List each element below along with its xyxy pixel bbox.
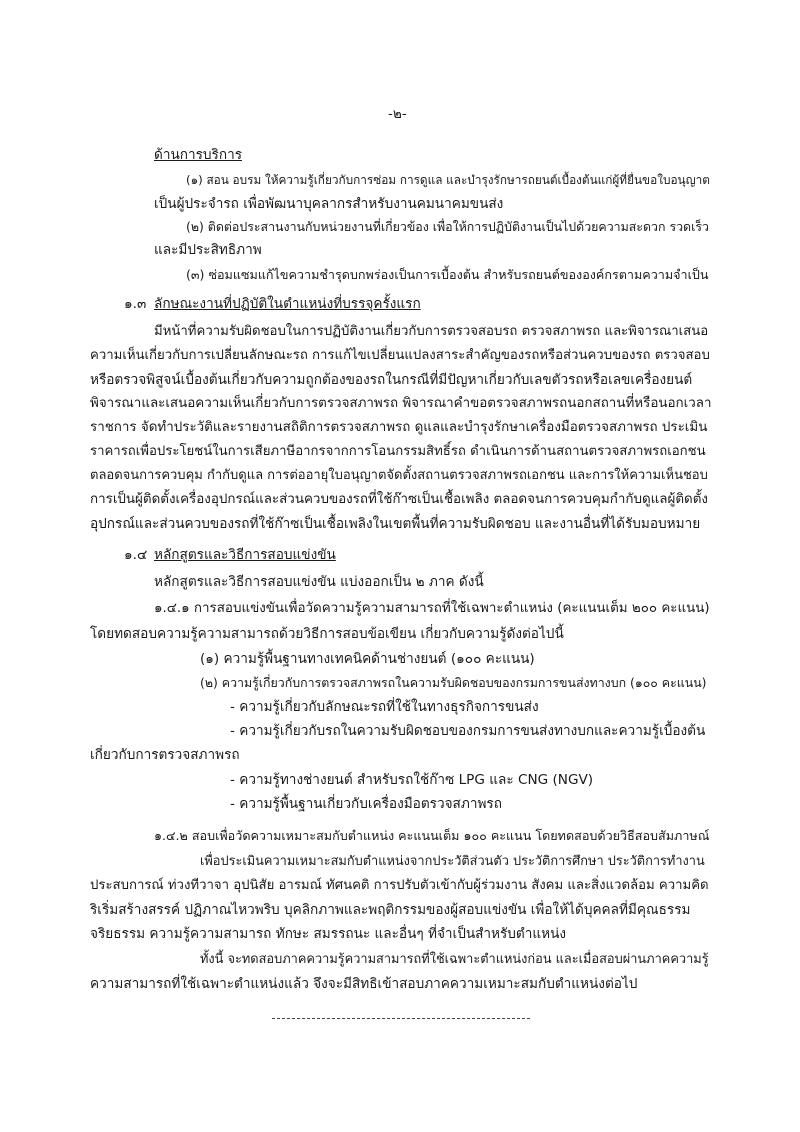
section-1-3-line: ราคารถเพื่อประโยชน์ในการเสียภาษีอากรจากการโอนกรรมสิทธิ์รถ ดำเนินการด้านสถานตรวจสภาพรถเอกชน [90, 444, 706, 459]
section-1-3-line: อุปกรณ์และส่วนควบของรถที่ใช้ก๊าซเป็นเชื้อเพลิงในเขตพื้นที่ความรับผิดชอบ และงานอื่นที่ได้รับมอบหมาย [90, 516, 701, 532]
bullet-item: - ความรู้พื้นฐานเกี่ยวกับเครื่องมือตรวจสภาพรถ [230, 796, 502, 812]
subsection-1-4-2-line-1: ๑.๔.๒ สอบเพื่อวัดความเหมาะสมกับตำแหน่ง คะแนนเต็ม ๑๐๐ คะแนน โดยทดสอบด้วยวิธีสอบสัมภาษณ์ [154, 828, 710, 843]
section-1-3-line: ความเห็นเกี่ยวกับการเปลี่ยนลักษณะรถ การแก้ไขเปลี่ยนแปลงสาระสำคัญของรถหรือส่วนควบของรถ ตรวจสอบ [90, 348, 710, 363]
section-1-4-heading: หลักสูตรและวิธีการสอบแข่งขัน [154, 547, 336, 563]
subsection-1-4-2-line-2: เพื่อประเมินความเหมาะสมกับตำแหน่งจากประวัติส่วนตัว ประวัติการศึกษา ประวัติการทำงาน [200, 854, 705, 869]
subsection-1-4-2-line-3: ประสบการณ์ ท่วงทีวาจา อุปนิสัย อารมณ์ ทัศนคติ การปรับตัวเข้ากับผู้ร่วมงาน สังคม และสิ่งแวดล้อม ความคิด [90, 878, 709, 893]
section-1-3-line: พิจารณาและเสนอความเห็นเกี่ยวกับการตรวจสภาพรถ พิจารณาคำขอตรวจสภาพรถนอกสถานที่หรือนอกเวลา [90, 396, 712, 411]
section-1-4-intro: หลักสูตรและวิธีการสอบแข่งขัน แบ่งออกเป็น ๒ ภาค ดังนี้ [154, 574, 484, 590]
bullet-item: - ความรู้ทางช่างยนต์ สำหรับรถใช้ก๊าซ LPG และ CNG (NGV) [230, 772, 594, 788]
section-1-4-number: ๑.๔ [124, 547, 148, 563]
section-1-3-number: ๑.๓ [124, 296, 147, 312]
page-number: -๒- [388, 106, 407, 122]
service-heading: ด้านการบริการ [154, 147, 243, 163]
subsection-1-4-1-line-1: ๑.๔.๑ การสอบแข่งขันเพื่อวัดความรู้ความสามารถที่ใช้เฉพาะตำแหน่ง (คะแนนเต็ม ๒๐๐ คะแนน) [154, 601, 710, 616]
section-1-3-line: ตลอดจนการควบคุม กำกับดูแล การต่ออายุใบอนุญาตจัดตั้งสถานตรวจสภาพรถเอกชน และการให้ความเห็นชอบ [90, 468, 708, 483]
closing-note-line-2: ความสามารถที่ใช้เฉพาะตำแหน่งแล้ว จึงจะมีสิทธิเข้าสอบภาคความเหมาะสมกับตำแหน่งต่อไป [90, 976, 638, 992]
bullet-item-continuation: เกี่ยวกับการตรวจสภาพรถ [90, 747, 240, 763]
subsection-1-4-1-line-2: โดยทดสอบความรู้ความสามารถด้วยวิธีการสอบข้อเขียน เกี่ยวกับความรู้ดังต่อไปนี้ [90, 626, 564, 642]
subsection-1-4-1-item-1: (๑) ความรู้พื้นฐานทางเทคนิคด้านช่างยนต์ (๑๐๐ คะแนน) [200, 651, 535, 667]
bullet-item: - ความรู้เกี่ยวกับลักษณะรถที่ใช้ในทางธุรกิจการขนส่ง [230, 699, 539, 715]
section-1-3-line: การเป็นผู้ติดตั้งเครื่องอุปกรณ์และส่วนควบของรถที่ใช้ก๊าซเป็นเชื้อเพลิง ตลอดจนการควบคุมกำกับดูแลผู้ติดตั้ง [90, 492, 708, 507]
section-1-3-line: ราชการ จัดทำประวัติและรายงานสถิติการตรวจสภาพรถ ดูแลและบำรุงรักษาเครื่องมือตรวจสภาพรถ ประเมิน [90, 420, 708, 435]
section-1-3-line: หรือตรวจพิสูจน์เบื้องต้นเกี่ยวกับความถูกต้องของรถในกรณีที่มีปัญหาเกี่ยวกับเลขตัวรถหรือเลขเครื่องยนต์ [90, 372, 693, 388]
subsection-1-4-1-item-2: (๒) ความรู้เกี่ยวกับการตรวจสภาพรถในความรับผิดชอบของกรมการขนส่งทางบก (๑๐๐ คะแนน) [200, 675, 707, 690]
service-item-2-line-1: (๒) ติดต่อประสานงานกับหน่วยงานที่เกี่ยวข้อง เพื่อให้การปฏิบัติงานเป็นไปด้วยความสะดวก รวดเร็ว [186, 219, 709, 234]
end-divider [272, 1018, 530, 1019]
subsection-1-4-2-line-5: จริยธรรม ความรู้ความสามารถ ทักษะ สมรรถนะ และอื่นๆ ที่จำเป็นสำหรับตำแหน่ง [90, 926, 567, 942]
bullet-item: - ความรู้เกี่ยวกับรถในความรับผิดชอบของกรมการขนส่งทางบกและความรู้เบื้องต้น [230, 723, 706, 739]
section-1-3-heading: ลักษณะงานที่ปฏิบัติในตำแหน่งที่บรรจุครั้งแรก [154, 296, 421, 312]
subsection-1-4-2-line-4: ริเริ่มสร้างสรรค์ ปฏิภาณไหวพริบ บุคลิกภาพและพฤติกรรมของผู้สอบแข่งขัน เพื่อให้ได้บุคคลที่มีคุณธรรม [90, 902, 691, 918]
service-item-2-line-2: และมีประสิทธิภาพ [154, 242, 262, 258]
service-item-3: (๓) ซ่อมแซมแก้ไขความชำรุดบกพร่องเป็นการเบื้องต้น สำหรับรถยนต์ขององค์กรตามความจำเป็น [186, 267, 709, 282]
section-1-3-line: มีหน้าที่ความรับผิดชอบในการปฏิบัติงานเกี่ยวกับการตรวจสอบรถ ตรวจสภาพรถ และพิจารณาเสนอ [154, 324, 709, 339]
service-item-1-line-2: เป็นผู้ประจำรถ เพื่อพัฒนาบุคลากรสำหรับงานคมนาคมขนส่ง [154, 196, 504, 212]
closing-note-line-1: ทั้งนี้ จะทดสอบภาคความรู้ความสามารถที่ใช้เฉพาะตำแหน่งก่อน และเมื่อสอบผ่านภาคความรู้ [200, 952, 709, 967]
service-item-1-line-1: (๑) สอน อบรม ให้ความรู้เกี่ยวกับการซ่อม การดูแล และบำรุงรักษารถยนต์เบื้องต้นแก่ผู้ที่ยื่นขอใบอนุญาต [186, 173, 710, 187]
